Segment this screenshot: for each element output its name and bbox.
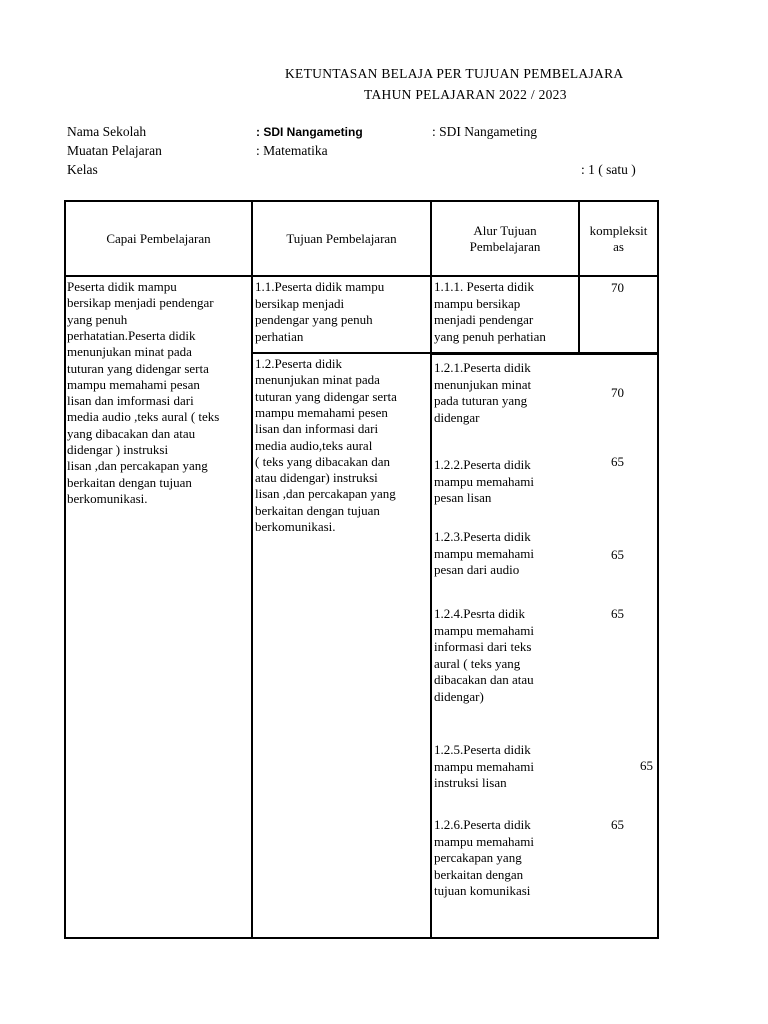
alur-line: informasi dari teks (434, 639, 532, 654)
header-komp-line2: as (613, 239, 624, 254)
alur-line: didengar (434, 409, 480, 425)
alur-line: mampu memahami (434, 622, 535, 638)
tujuan-line: media audio,teks aural (255, 437, 373, 453)
header-row-divider (64, 275, 659, 277)
table-border-bottom (64, 937, 659, 939)
capai-line: tuturan yang didengar serta (67, 360, 209, 376)
alur-line: menjadi pendengar (434, 312, 534, 327)
kompleksitas-value: 70 (611, 385, 624, 400)
alur-line: 1.2.6.Peserta didik (434, 817, 531, 832)
alur-line: berkaitan dengan (434, 866, 524, 882)
capai-line: Peserta didik mampu (67, 279, 177, 294)
alur-line: pesan lisan (434, 490, 492, 505)
tujuan-line: menunjukan minat pada (255, 372, 380, 388)
class-value: : 1 ( satu ) (581, 162, 636, 177)
alur-line: dibacakan dan atau (434, 672, 534, 687)
table-border-top (64, 200, 659, 202)
alur-line: mampu memahami (434, 758, 535, 774)
capai-line: berkomunikasi. (67, 490, 148, 506)
alur-line: percakapan yang (434, 850, 522, 865)
capai-line: yang penuh (67, 311, 128, 327)
kompleksitas-value: 65 (611, 606, 624, 621)
capai-line: lisan dan imformasi dari (67, 393, 194, 409)
kompleksitas-value: 65 (611, 817, 624, 832)
capai-line: mampu memahami pesan (67, 376, 200, 392)
school-value-b: : SDI Nangameting (432, 124, 537, 139)
capai-line: yang dibacakan dan atau (67, 425, 196, 441)
capai-line: didengar ) instruksi (67, 442, 169, 457)
school-value-a: : SDI Nangameting (256, 125, 363, 139)
row-divider-1b (430, 354, 659, 355)
table-border-left (64, 200, 66, 939)
tujuan-line: lisan ,dan percakapan yang (255, 486, 396, 502)
header-tujuan: Tujuan Pembelajaran (286, 231, 397, 246)
kompleksitas-value: 65 (640, 758, 653, 773)
header-komp-line1: kompleksit (589, 223, 648, 238)
school-label: Nama Sekolah (67, 124, 147, 139)
column-divider-1 (251, 200, 253, 939)
capai-line: perhatatian.Peserta didik (67, 327, 196, 343)
subject-label: Muatan Pelajaran (67, 143, 162, 158)
tujuan-line: ( teks yang dibacakan dan (255, 453, 391, 469)
header-alur-line1: Alur Tujuan (473, 223, 537, 238)
tujuan-line: lisan dan informasi dari (255, 421, 379, 437)
column-divider-2 (430, 200, 432, 939)
capai-line: lisan ,dan percakapan yang (67, 458, 208, 474)
alur-line: 1.1.1. Peserta didik (434, 279, 535, 294)
alur-line: 1.2.5.Peserta didik (434, 742, 531, 757)
alur-line: 1.2.4.Pesrta didik (434, 606, 525, 621)
alur-line: mampu bersikap (434, 295, 521, 311)
class-label: Kelas (67, 162, 98, 177)
subject-value: : Matematika (256, 143, 328, 158)
document-subtitle: TAHUN PELAJARAN 2022 / 2023 (364, 87, 567, 102)
tujuan-line: atau didengar) instruksi (255, 470, 378, 486)
table-border-right (657, 200, 659, 939)
alur-line: yang penuh perhatian (434, 328, 546, 344)
alur-line: pesan dari audio (434, 562, 520, 577)
capai-line: bersikap menjadi pendengar (67, 295, 214, 311)
alur-line: 1.2.1.Peserta didik (434, 360, 531, 375)
alur-line: pada tuturan yang (434, 393, 528, 408)
tujuan-line: bersikap menjadi (255, 295, 345, 311)
header-alur-line2: Pembelajaran (469, 239, 541, 254)
alur-line: 1.2.3.Peserta didik (434, 529, 531, 544)
kompleksitas-value: 65 (611, 454, 624, 469)
kompleksitas-value: 70 (611, 280, 624, 295)
kompleksitas-value: 65 (611, 547, 624, 562)
alur-line: mampu memahami (434, 473, 535, 489)
header-capai: Capai Pembelajaran (106, 231, 211, 246)
tujuan-line: pendengar yang penuh (255, 312, 373, 327)
capai-line: berkaitan dengan tujuan (67, 474, 192, 490)
tujuan-line: 1.2.Peserta didik (255, 356, 343, 371)
alur-line: 1.2.2.Peserta didik (434, 457, 531, 472)
tujuan-line: perhatian (255, 328, 304, 344)
alur-line: mampu memahami (434, 545, 535, 561)
document-title: KETUNTASAN BELAJA PER TUJUAN PEMBELAJARA (285, 66, 624, 81)
tujuan-line: tuturan yang didengar serta (255, 388, 397, 404)
alur-line: menunjukan minat (434, 376, 532, 392)
alur-line: aural ( teks yang (434, 655, 521, 671)
alur-line: instruksi lisan (434, 775, 507, 790)
alur-line: tujuan komunikasi (434, 883, 531, 898)
alur-line: mampu memahami (434, 833, 535, 849)
tujuan-line: berkomunikasi. (255, 519, 336, 534)
tujuan-line: 1.1.Peserta didik mampu (255, 279, 385, 294)
tujuan-line: berkaitan dengan tujuan (255, 502, 380, 518)
capai-line: menunjukan minat pada (67, 344, 192, 360)
capai-line: media audio ,teks aural ( teks (67, 409, 220, 425)
alur-line: didengar) (434, 688, 484, 704)
tujuan-line: mampu memahami pesen (255, 404, 388, 420)
